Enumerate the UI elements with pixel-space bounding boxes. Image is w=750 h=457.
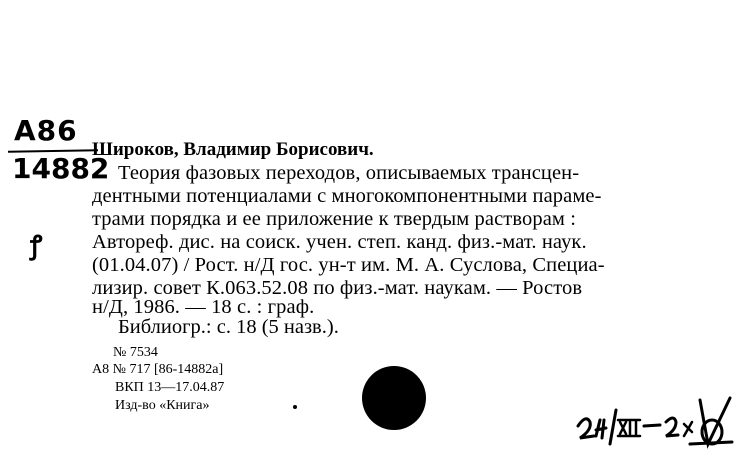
vkp-code: ВКП 13—17.04.87 [115, 380, 225, 395]
author-heading: Широков, Владимир Борисович. [92, 139, 374, 160]
ink-dot [293, 405, 297, 409]
bibliography-note: Библиогр.: с. 18 (5 назв.). [118, 316, 339, 338]
handwritten-mark: ꝭ [30, 231, 43, 261]
description-line: дентными потенциалами с многокомпонентными параме- [92, 185, 602, 207]
catalog-number: № 7534 [113, 345, 158, 360]
call-number-line2: 14882 [12, 152, 110, 185]
description-line: Теория фазовых переходов, описываемых трансцен- [118, 162, 580, 184]
description-line: лизир. совет К.063.52.08 по физ.-мат. наукам. — Ростов [92, 277, 583, 299]
description-line: (01.04.07) / Рост. н/Д гос. ун-т им. М. А. Суслова, Специа- [92, 254, 605, 276]
call-number-line1: A86 [14, 114, 78, 147]
handwritten-date [572, 392, 742, 452]
description-line: трами порядка и ее приложение к твердым растворам : [92, 208, 576, 230]
catalog-record: А8 № 717 [86-14882а] [92, 362, 224, 377]
description-line: Автореф. дис. на соиск. учен. степ. канд. физ.-мат. наук. [92, 231, 587, 253]
description-line: н/Д, 1986. — 18 с. : граф. [92, 296, 315, 318]
punch-hole [362, 366, 426, 430]
publisher: Изд-во «Книга» [115, 398, 210, 413]
